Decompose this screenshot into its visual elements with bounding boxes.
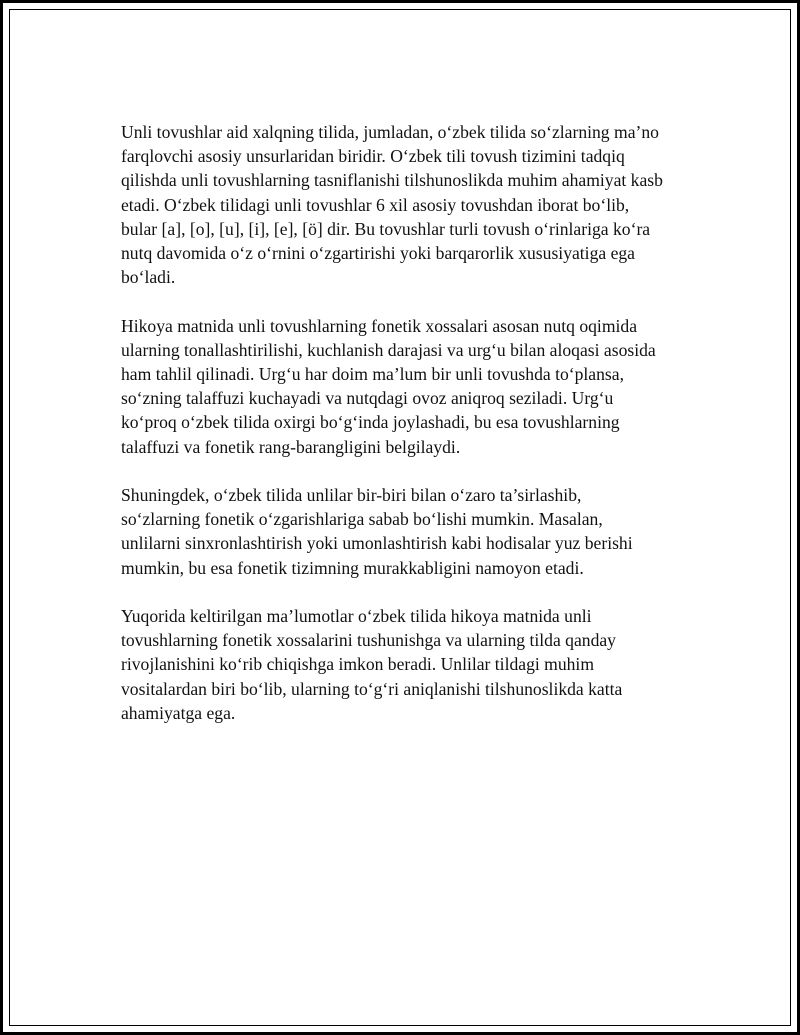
text-line: tovushlarning fonetik xossalarini tushunishga va ularning tilda qanday	[121, 630, 616, 651]
text-line: ahamiyatga ega.	[121, 702, 236, 723]
text-line: rivojlanishini ko‘rib chiqishga imkon beradi. Unlilar tildagi muhim	[121, 654, 595, 675]
text-line: vositalardan biri bo‘lib, ularning to‘g‘ri aniqlanishi tilshunoslikda katta	[121, 678, 623, 699]
text-line: etadi. O‘zbek tilidagi unli tovushlar 6 xil asosiy tovushdan iborat bo‘lib,	[121, 194, 630, 215]
text-line: mumkin, bu esa fonetik tizimning murakkabligini namoyon etadi.	[121, 557, 584, 578]
text-line: Yuqorida keltirilgan ma’lumotlar o‘zbek tilida hikoya matnida unli	[121, 606, 592, 627]
paragraph-4	[121, 604, 701, 725]
paragraph-3	[121, 483, 701, 580]
text-line: nutq davomida o‘z o‘rnini o‘zgartirishi yoki barqarorlik xususiyatiga ega	[121, 243, 635, 264]
text-line: bular [a], [o], [u], [i], [e], [ö] dir. Bu tovushlar turli tovush o‘rinlariga ko‘ra	[121, 218, 651, 239]
text-line: ularning tonallashtirilishi, kuchlanish darajasi va urg‘u bilan aloqasi asosida	[121, 339, 656, 360]
text-line: farqlovchi asosiy unsurlaridan biridir. O‘zbek tili tovush tizimini tadqiq	[121, 146, 625, 167]
text-line: talaffuzi va fonetik rang-barangligini belgilaydi.	[121, 436, 461, 457]
text-line: unlilarni sinxronlashtirish yoki umonlashtirish kabi hodisalar yuz berishi	[121, 533, 633, 554]
text-line: so‘zlarning fonetik o‘zgarishlariga sabab bo‘lishi mumkin. Masalan,	[121, 509, 603, 530]
paragraph-2	[121, 314, 701, 459]
document-body	[121, 120, 701, 725]
text-line: Unli tovushlar aid xalqning tilida, jumladan, o‘zbek tilida so‘zlarning ma’no	[121, 122, 659, 142]
text-line: qilishda unli tovushlarning tasniflanishi tilshunoslikda muhim ahamiyat kasb	[121, 170, 663, 191]
text-line: ko‘proq o‘zbek tilida oxirgi bo‘g‘inda joylashadi, bu esa tovushlarning	[121, 412, 620, 433]
text-line: ham tahlil qilinadi. Urg‘u har doim ma’lum bir unli tovushda to‘plansa,	[121, 364, 624, 385]
text-line: bo‘ladi.	[121, 267, 176, 288]
paragraph-1	[121, 120, 701, 289]
text-line: Hikoya matnida unli tovushlarning fonetik xossalari asosan nutq oqimida	[121, 315, 638, 336]
text-line: Shuningdek, o‘zbek tilida unlilar bir-biri bilan o‘zaro ta’sirlashib,	[121, 485, 582, 506]
text-line: so‘zning talaffuzi kuchayadi va nutqdagi ovoz aniqroq seziladi. Urg‘u	[121, 388, 614, 409]
